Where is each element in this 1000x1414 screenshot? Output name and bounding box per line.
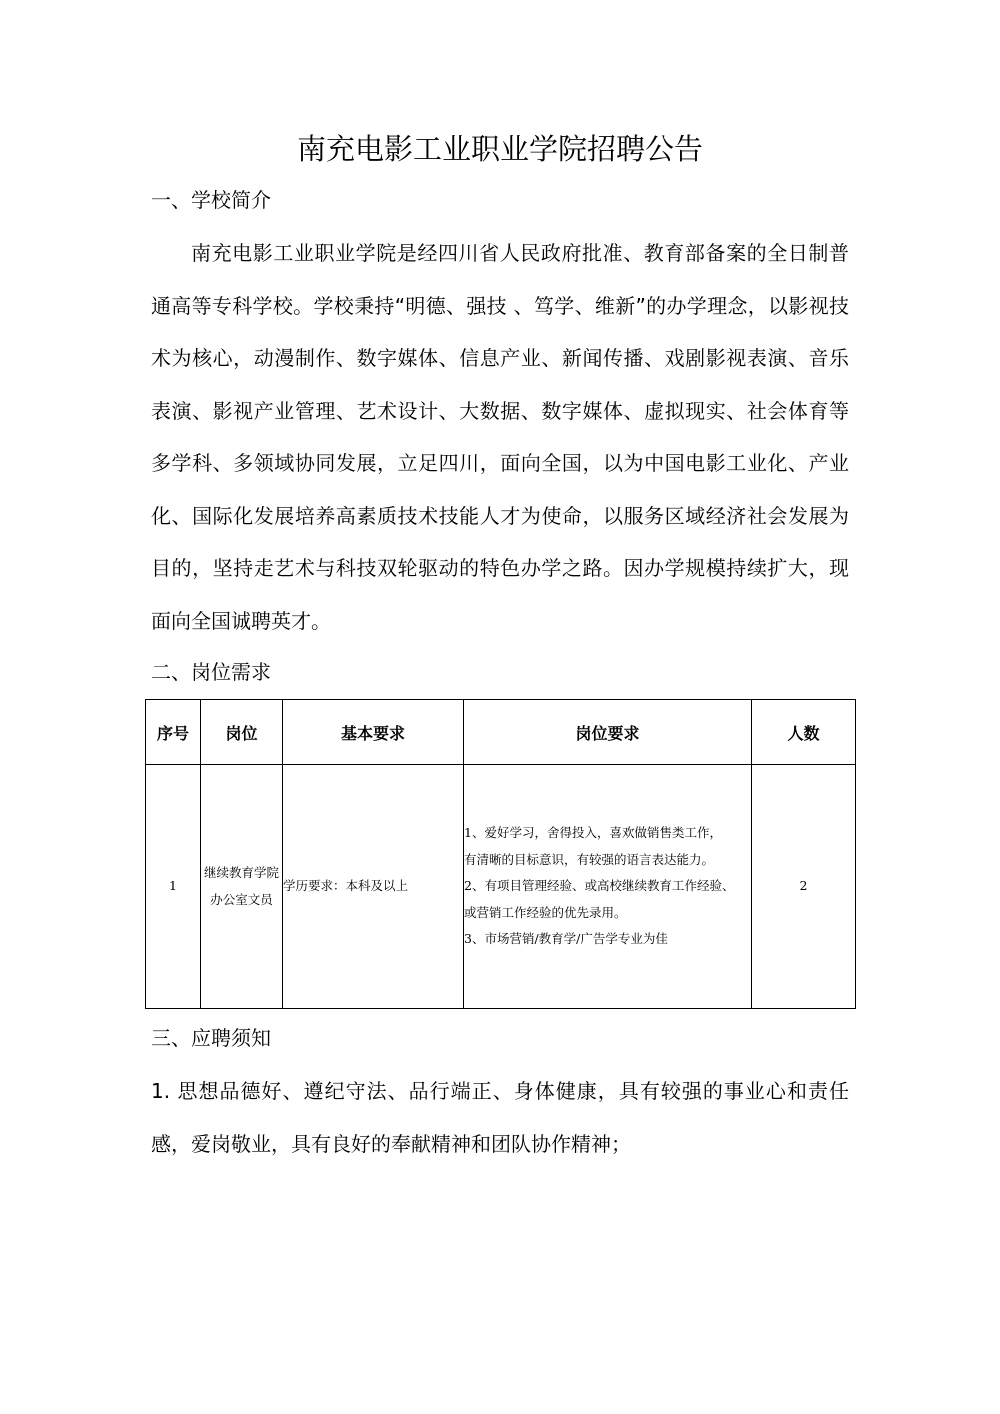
header-no: 序号 bbox=[146, 700, 201, 765]
cell-headcount: 2 bbox=[752, 765, 856, 1009]
duty-line: 有清晰的目标意识，有较强的语言表达能力。 bbox=[464, 851, 715, 867]
duty-line: 或营销工作经验的优先录用。 bbox=[464, 904, 627, 920]
duty-line: 3、市场营销/教育学/广告学专业为佳 bbox=[464, 931, 668, 947]
cell-basic-requirements: 学历要求：本科及以上 bbox=[283, 765, 464, 1009]
section-heading-positions: 二、岗位需求 bbox=[151, 660, 271, 684]
header-basic-requirements: 基本要求 bbox=[283, 700, 464, 765]
section-heading-notice: 三、应聘须知 bbox=[151, 1026, 271, 1050]
cell-no: 1 bbox=[146, 765, 201, 1009]
table-header-row bbox=[146, 700, 856, 765]
duty-line: 2、有项目管理经验、或高校继续教育工作经验、 bbox=[464, 878, 735, 894]
cell-job-requirements bbox=[464, 765, 752, 1009]
header-position: 岗位 bbox=[201, 700, 283, 765]
header-job-requirements: 岗位要求 bbox=[464, 700, 752, 765]
document-title: 南充电影工业职业学院招聘公告 bbox=[296, 132, 703, 166]
duty-line: 1、爱好学习，舍得投入，喜欢做销售类工作， bbox=[464, 825, 722, 841]
cell-position: 继续教育学院办公室文员 bbox=[201, 765, 283, 1009]
section-heading-intro: 一、学校简介 bbox=[151, 188, 271, 212]
header-headcount: 人数 bbox=[752, 700, 856, 765]
table-row bbox=[146, 765, 856, 1009]
notice-item-1: 1. 思想品德好、遵纪守法、品行端正、身体健康，具有较强的事业心和责任感，爱岗敬业，具有良好的奉献精神和团队协作精神； bbox=[151, 1079, 849, 1156]
positions-table bbox=[145, 699, 856, 1009]
school-intro-paragraph: 南充电影工业职业学院是经四川省人民政府批准、教育部备案的全日制普通高等专科学校。学校秉持“明德、强技 、笃学、维新”的办学理念，以影视技术为核心，动漫制作、数字媒体、信息产业、新闻传播、戏剧影视表演、音乐表演、影视产业管理、艺术设计、大数据、数字媒体、虚拟现实、社会体育等多学科、多领域协同发展，立足四川，面向全国，以为中国电影工业化、产业化、国际化发展培养高素质技术技能人才为使命，以服务区域经济社会发展为目的，坚持走艺术与科技双轮驱动的特色办学之路。因办学规模持续扩大，现面向全国诚聘英才。 bbox=[151, 241, 849, 633]
